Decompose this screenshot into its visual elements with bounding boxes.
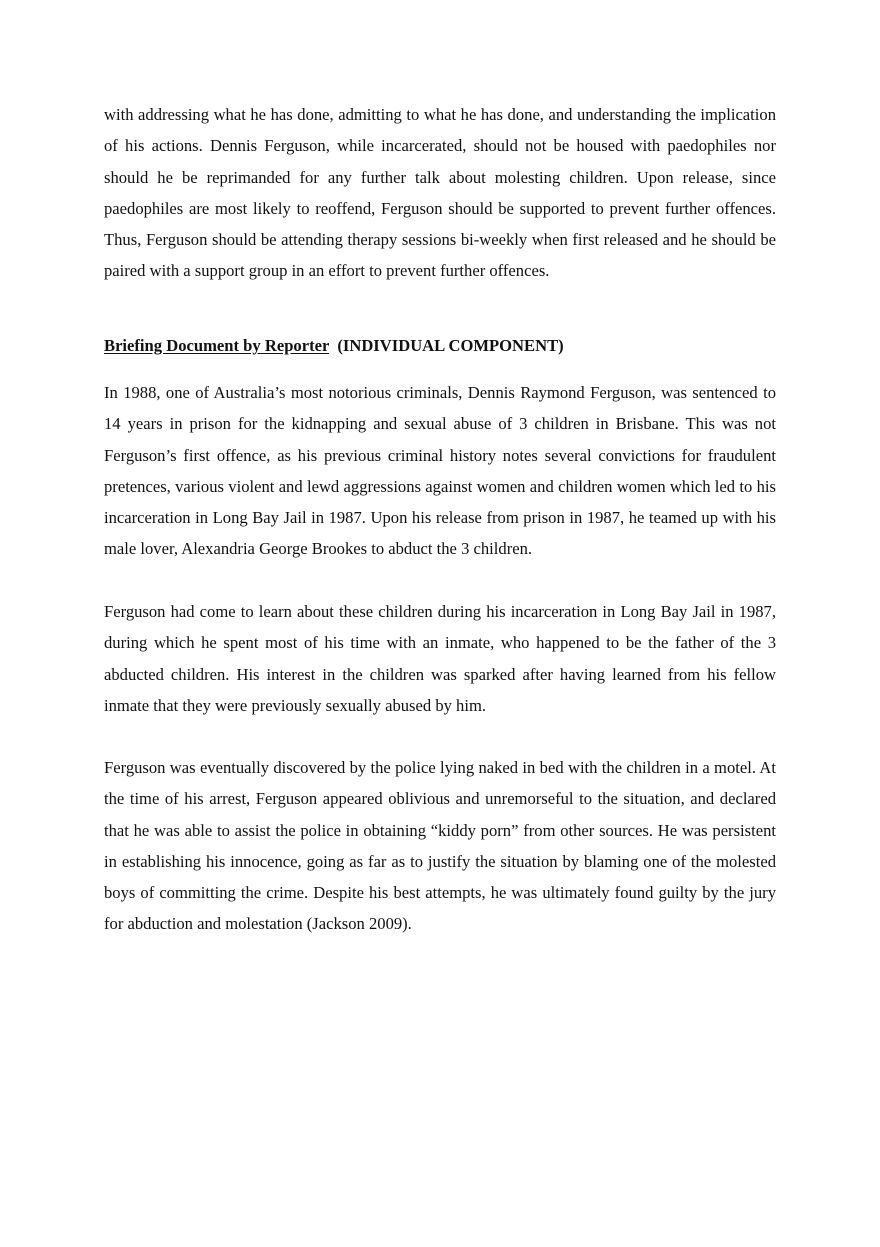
paragraph-2: Ferguson had come to learn about these children during his incarceration in Long Bay Jail in 1987, during which he spent most of his time with an inmate, who happened to be the father of the 3 abducted children. His interest in the children was sparked after having learned from his fellow inmate that they were previously sexually abused by him.	[104, 602, 776, 715]
section-heading-suffix: (INDIVIDUAL COMPONENT)	[337, 336, 564, 355]
paragraph-3: Ferguson was eventually discovered by the police lying naked in bed with the children in a motel. At the time of his arrest, Ferguson appeared oblivious and unremorseful to the situation, and declared that he was able to assist the police in obtaining “kiddy porn” from other sources. He was persistent in establishing his innocence, going as far as to justify the situation by blaming one of the molested boys of committing the crime. Despite his best attempts, he was ultimately found guilty by the jury for abduction and molestation (Jackson 2009).	[104, 758, 776, 934]
paragraph-continued: with addressing what he has done, admitting to what he has done, and understanding the implication of his actions. Dennis Ferguson, while incarcerated, should not be housed with paedophiles nor should he be reprimanded for any further talk about molesting children. Upon release, since paedophiles are most likely to reoffend, Ferguson should be supported to prevent further offences. Thus, Ferguson should be attending therapy sessions bi-weekly when first released and he should be paired with a support group in an effort to prevent further offences.	[104, 105, 776, 281]
section-heading	[104, 330, 776, 361]
paragraph-1: In 1988, one of Australia’s most notorious criminals, Dennis Raymond Ferguson, was sentenced to 14 years in prison for the kidnapping and sexual abuse of 3 children in Brisbane. This was not Ferguson’s first offence, as his previous criminal history notes several convictions for fraudulent pretences, various violent and lewd aggressions against women and children women which led to his incarceration in Long Bay Jail in 1987. Upon his release from prison in 1987, he teamed up with his male lover, Alexandria George Brookes to abduct the 3 children.	[104, 383, 776, 559]
section-heading-title: Briefing Document by Reporter	[104, 336, 330, 355]
